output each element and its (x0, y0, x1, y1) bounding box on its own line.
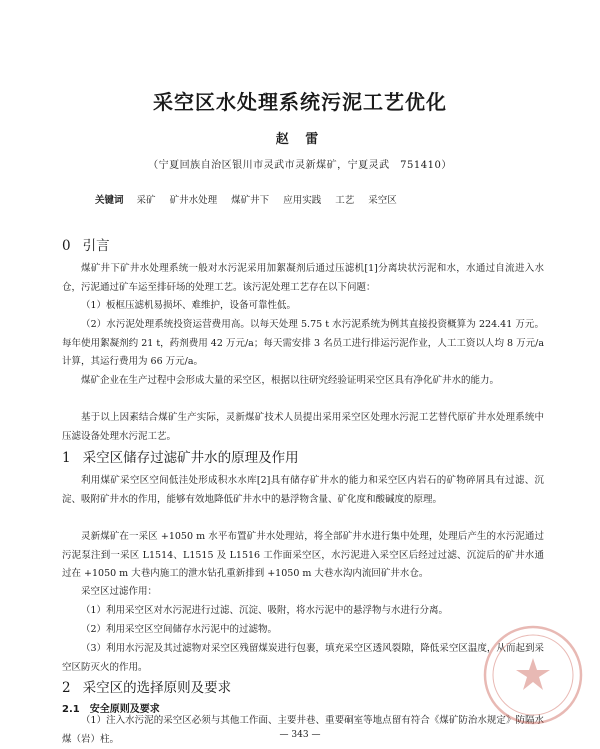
keyword: 采矿 (136, 195, 156, 206)
keywords-line (95, 192, 408, 206)
seal-stamp-icon (478, 620, 588, 730)
paragraph-goaf-ability: 煤矿企业在生产过程中会形成大量的采空区，根据以往研究经验证明采空区具有净化矿井水的能力。 (81, 375, 500, 386)
keyword: 应用实践 (283, 195, 322, 206)
section-heading-1 (62, 446, 299, 466)
paragraph-problem-1: （1）板框压滤机易损坏、难维护，设备可靠性低。 (81, 300, 297, 311)
paragraph-filter-3: （3）利用水污泥及其过滤物对采空区残留煤炭进行包裹，填充采空区透风裂隙，降低采空区温度，从而起到采空区防灭火的作用。 (62, 643, 544, 673)
paragraph-problem-2: （2）水污泥处理系统投资运营费用高。以每天处理 5.75 t 水污泥系统为例其直接投资概算为 224.41 万元。每年使用絮凝剂约 21 t，药剂费用 42 万元/a；每天需安排 3 名员工进行排运污泥作业，人工工资以人均 8 万元/a 计算，其运行费用为 66 万元/a。 (62, 319, 544, 367)
paper-title: 采空区水处理系统污泥工艺优化 (153, 90, 447, 114)
paragraph-intro: 煤矿井下矿井水处理系统一般对水污泥采用加絮凝剂后通过压滤机[1]分离块状污泥和水，水通过自流进入水仓，污泥通过矿车运至排矸场的处理工艺。该污泥处理工艺存在以下问题： (62, 263, 544, 293)
subsection-title: 安全原则及要求 (89, 704, 160, 715)
paragraph-safety-1: （1）注入水污泥的采空区必须与其他工作面、主要井巷、重要硐室等地点留有符合《煤矿防治水规定》防隔水煤（岩）柱。 (62, 715, 544, 745)
paragraph-filter-2: （2）利用采空区空间储存水污泥中的过滤物。 (81, 624, 278, 635)
author-affiliation: （宁夏回族自治区银川市灵武市灵新煤矿，宁夏灵武 751410） (148, 160, 452, 171)
paragraph-lingxin: 灵新煤矿在一采区 +1050 m 水平布置矿井水处理站，将全部矿井水进行集中处理，处理后产生的水污泥通过污泥泵注到一采区 L1514、L1515 及 L1516 工作面采空区，水污泥进入采空区后经过过滤、沉淀后的矿井水通过在 +1050 m 大巷内施工的泄水钻孔重新排到 +1050 m 大巷水沟内流回矿井水仓。 (62, 531, 544, 579)
keyword: 矿井水处理 (169, 195, 218, 206)
keyword: 采空区 (368, 195, 397, 206)
subsection-number: 2.1 (62, 704, 80, 715)
keywords-label: 关键词 (95, 195, 124, 206)
section-title: 引言 (82, 238, 110, 254)
section-title: 采空区的选择原则及要求 (82, 680, 232, 696)
section-number: 2 (62, 680, 71, 696)
keyword: 工艺 (335, 195, 355, 206)
section-heading-0 (62, 234, 110, 254)
paragraph-filter-heading: 采空区过滤作用： (81, 586, 158, 597)
paragraph-proposal: 基于以上因素结合煤矿生产实际，灵新煤矿技术人员提出采用采空区处理水污泥工艺替代原矿井水处理系统中压滤设备处理水污泥工艺。 (62, 412, 544, 442)
section-title: 采空区储存过滤矿井水的原理及作用 (82, 450, 299, 466)
section-number: 1 (62, 450, 71, 466)
author-name: 赵 雷 (275, 132, 325, 147)
paragraph-principle: 利用煤矿采空区空间低洼处形成积水水库[2]具有储存矿井水的能力和采空区内岩石的矿物碎屑具有过滤、沉淀、吸附矿井水的作用，能够有效地降低矿井水中的悬浮物含量、矿化度和酸碱度的原理。 (62, 475, 544, 505)
section-number: 0 (62, 238, 71, 254)
keyword: 煤矿井下 (231, 195, 270, 206)
paragraph-filter-1: （1）利用采空区对水污泥进行过滤、沉淀、吸附，将水污泥中的悬浮物与水进行分离。 (81, 605, 449, 616)
page-number: — 343 — (279, 730, 321, 740)
section-heading-2 (62, 676, 231, 696)
